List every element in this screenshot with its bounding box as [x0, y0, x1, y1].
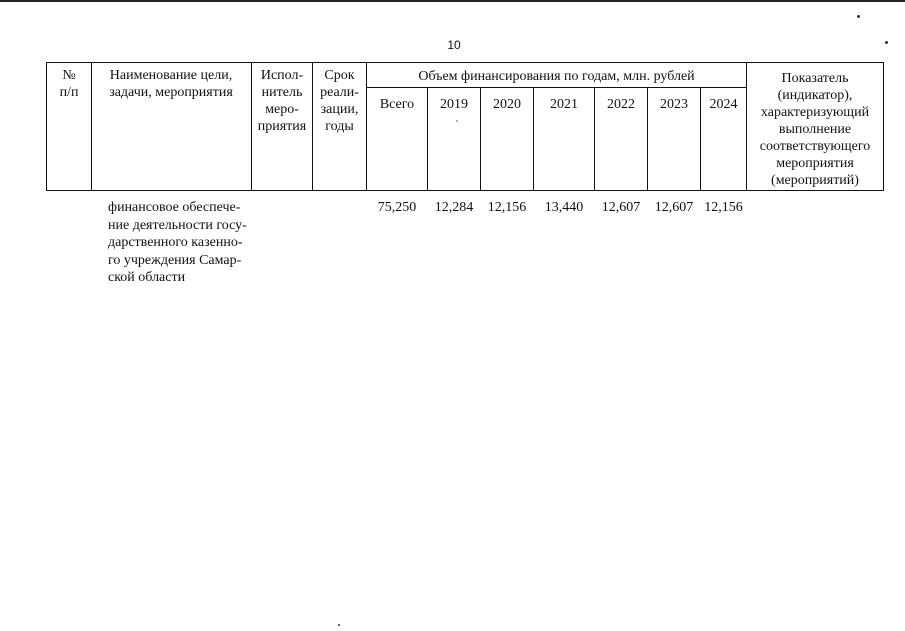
- header-term: Срок реали- зации, годы: [320, 68, 359, 134]
- row-value-2024: 12,156: [704, 200, 743, 215]
- header-funding-group: Объем финансирования по годам, млн. рублей: [418, 69, 695, 84]
- scan-speck: [885, 41, 888, 44]
- header-name: Наименование цели, задачи, мероприятия: [109, 68, 233, 100]
- table-border-bottom: [46, 190, 884, 191]
- header-year: 2022: [607, 97, 635, 112]
- header-year: 2019: [440, 97, 468, 112]
- row-value-2022: 12,607: [601, 200, 641, 215]
- header-year: 2021: [550, 97, 578, 112]
- row-value-2019: 12,284: [434, 200, 474, 215]
- header-executor: Испол- нитель меро- приятия: [257, 68, 307, 134]
- header-number: № п/п: [59, 68, 79, 100]
- header-year: 2024: [709, 97, 738, 112]
- page-number: 10: [447, 38, 461, 52]
- header-year: 2023: [660, 97, 688, 112]
- row-value-2023: 12,607: [654, 200, 694, 215]
- table-border-top: [46, 62, 884, 63]
- header-total: Всего: [379, 97, 415, 112]
- row-value-2021: 13,440: [544, 200, 584, 215]
- table-border-right: [883, 62, 884, 191]
- row-value-2020: 12,156: [487, 200, 527, 215]
- scan-speck: [857, 15, 860, 18]
- row-total: 75,250: [377, 200, 417, 215]
- group-header-divider: [366, 87, 746, 88]
- scan-top-edge: [0, 0, 905, 2]
- header-indicator: Показатель (индикатор), характеризующий выполнение соответствующего мероприятия (мероприятий): [759, 71, 871, 188]
- header-year: 2020: [493, 97, 521, 112]
- row-name: финансовое обеспече- ние деятельности госу- дарственного казенно- го учреждения Самар- ской области: [108, 200, 247, 285]
- scan-speck: [338, 624, 340, 626]
